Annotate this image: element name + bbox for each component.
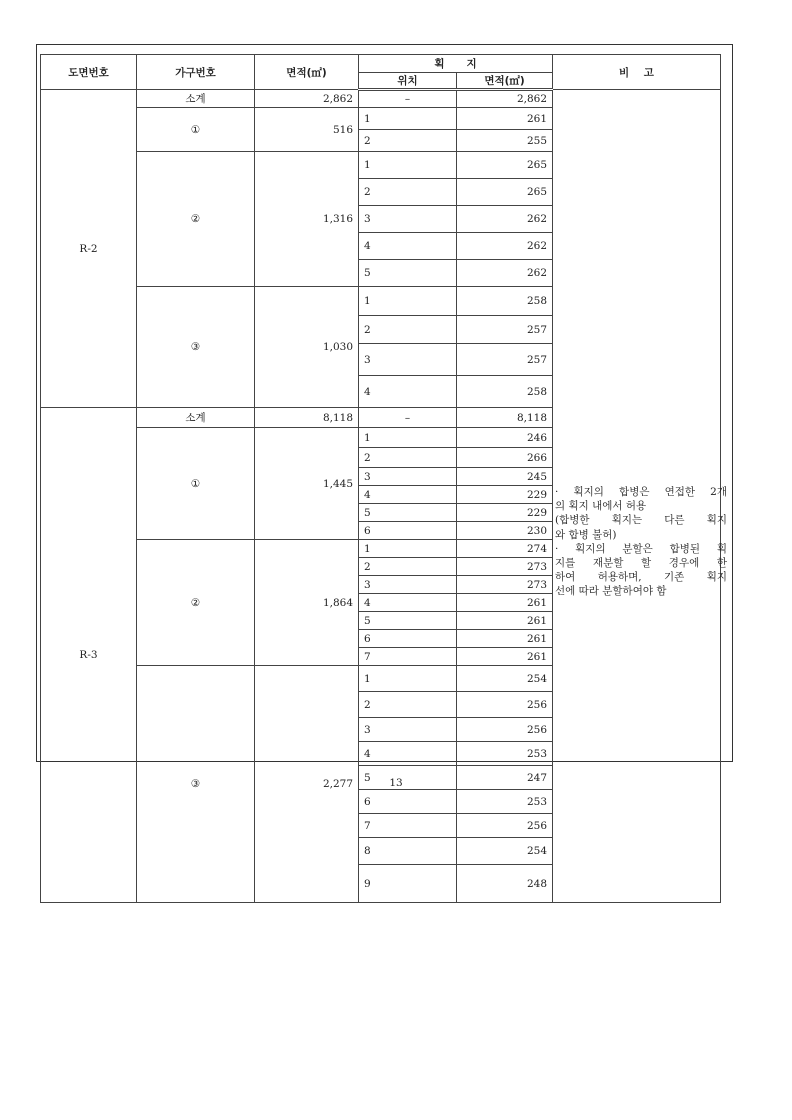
remarks-line: (합병한 획지는 다른 획지 — [555, 514, 728, 527]
lot-area-cell: 247 — [457, 766, 553, 790]
block-number-cell: ③ — [137, 666, 255, 903]
lot-position-cell: 3 — [359, 206, 457, 233]
lot-area-cell: 261 — [457, 108, 553, 130]
lot-area-cell: 256 — [457, 814, 553, 838]
lot-position-cell: 4 — [359, 594, 457, 612]
lot-area-cell: 261 — [457, 594, 553, 612]
subtotal-dash: – — [359, 90, 457, 108]
block-area-cell: 1,316 — [255, 152, 359, 287]
header-area: 면적(㎡) — [255, 55, 359, 90]
lot-position-cell: 3 — [359, 468, 457, 486]
lot-position-cell: 6 — [359, 630, 457, 648]
lot-area-cell: 261 — [457, 612, 553, 630]
subtotal-label: 소계 — [137, 90, 255, 108]
map-number-cell: R-2 — [41, 90, 137, 408]
block-area-cell: 516 — [255, 108, 359, 152]
lot-position-cell: 2 — [359, 448, 457, 468]
remarks-line: 선에 따라 분할하여야 함 — [555, 585, 667, 598]
lot-area-cell: 245 — [457, 468, 553, 486]
lot-area-cell: 261 — [457, 630, 553, 648]
lot-area-cell: 256 — [457, 692, 553, 718]
lot-position-cell: 4 — [359, 376, 457, 408]
lot-area-cell: 262 — [457, 206, 553, 233]
lot-area-cell: 258 — [457, 376, 553, 408]
subtotal-dash: – — [359, 408, 457, 428]
lot-area-cell: 273 — [457, 558, 553, 576]
lot-area-cell: 261 — [457, 648, 553, 666]
lot-area-cell: 255 — [457, 130, 553, 152]
lot-area-cell: 246 — [457, 428, 553, 448]
block-area-cell: 2,277 — [255, 666, 359, 903]
lot-position-cell: 8 — [359, 838, 457, 865]
lot-position-cell: 1 — [359, 287, 457, 316]
lot-position-cell: 6 — [359, 522, 457, 540]
lot-area-cell: 229 — [457, 486, 553, 504]
lot-position-cell: 1 — [359, 108, 457, 130]
lot-area-cell: 254 — [457, 666, 553, 692]
lot-area-cell: 229 — [457, 504, 553, 522]
remarks-text — [555, 485, 727, 599]
lot-position-cell: 1 — [359, 428, 457, 448]
lot-area-cell: 262 — [457, 233, 553, 260]
header-remarks: 비 고 — [553, 55, 721, 90]
lot-position-cell: 5 — [359, 766, 457, 790]
subtotal-area: 8,118 — [255, 408, 359, 428]
header-lot-area: 면적(㎡) — [457, 73, 553, 90]
lot-area-cell: 257 — [457, 344, 553, 376]
lot-position-cell: 6 — [359, 790, 457, 814]
lot-position-cell: 4 — [359, 486, 457, 504]
page-number: 13 — [389, 777, 403, 789]
lot-area-cell: 266 — [457, 448, 553, 468]
header-block-no: 가구번호 — [137, 55, 255, 90]
block-number-cell: ③ — [137, 287, 255, 408]
lot-plan-table — [40, 54, 728, 903]
subtotal-label: 소계 — [137, 408, 255, 428]
header-lot-position: 위치 — [359, 73, 457, 90]
remarks-line: 의 획지 내에서 허용 — [555, 500, 647, 513]
lot-area-cell: 262 — [457, 260, 553, 287]
lot-area-cell: 257 — [457, 316, 553, 344]
lot-position-cell: 2 — [359, 558, 457, 576]
remarks-line: 와 합병 불허) — [555, 528, 617, 541]
remarks-line: 지를 재분할 할 경우에 한 — [555, 557, 728, 570]
lot-position-cell: 5 — [359, 612, 457, 630]
lot-position-cell: 1 — [359, 666, 457, 692]
lot-position-cell: 9 — [359, 865, 457, 903]
subtotal-lot-area: 8,118 — [457, 408, 553, 428]
lot-area-cell: 265 — [457, 152, 553, 179]
block-number-cell: ② — [137, 152, 255, 287]
lot-position-cell: 7 — [359, 648, 457, 666]
block-area-cell: 1,445 — [255, 428, 359, 540]
lot-area-cell: 265 — [457, 179, 553, 206]
map-number-cell: R-3 — [41, 408, 137, 903]
lot-position-cell: 3 — [359, 718, 457, 742]
lot-position-cell: 2 — [359, 179, 457, 206]
lot-position-cell: 7 — [359, 814, 457, 838]
lot-position-cell: 4 — [359, 742, 457, 766]
lot-area-cell: 253 — [457, 790, 553, 814]
remarks-line: · 획지의 분할은 합병된 획 — [555, 542, 728, 555]
block-number-cell: ① — [137, 428, 255, 540]
lot-position-cell: 1 — [359, 152, 457, 179]
block-area-cell: 1,030 — [255, 287, 359, 408]
lot-area-cell: 253 — [457, 742, 553, 766]
lot-area-cell: 254 — [457, 838, 553, 865]
block-number-cell: ① — [137, 108, 255, 152]
header-lot: 획 지 — [359, 55, 553, 73]
lot-area-cell: 273 — [457, 576, 553, 594]
lot-area-cell: 230 — [457, 522, 553, 540]
block-area-cell: 1,864 — [255, 540, 359, 666]
block-number-cell: ② — [137, 540, 255, 666]
remarks-line: 하여 허용하며, 기존 획지 — [555, 571, 728, 584]
lot-position-cell: 3 — [359, 344, 457, 376]
subtotal-lot-area: 2,862 — [457, 90, 553, 108]
subtotal-area: 2,862 — [255, 90, 359, 108]
lot-position-cell: 4 — [359, 233, 457, 260]
lot-position-cell: 5 — [359, 504, 457, 522]
lot-position-cell: 2 — [359, 130, 457, 152]
lot-position-cell: 5 — [359, 260, 457, 287]
remarks-line: · 획지의 합병은 연접한 2개 — [555, 486, 728, 498]
subtotal-row — [41, 90, 721, 108]
lot-position-cell: 2 — [359, 692, 457, 718]
lot-area-cell: 248 — [457, 865, 553, 903]
lot-position-cell: 2 — [359, 316, 457, 344]
lot-position-cell: 1 — [359, 540, 457, 558]
lot-area-cell: 258 — [457, 287, 553, 316]
header-map-no: 도면번호 — [41, 55, 137, 90]
lot-area-cell: 274 — [457, 540, 553, 558]
lot-area-cell: 256 — [457, 718, 553, 742]
lot-position-cell: 3 — [359, 576, 457, 594]
